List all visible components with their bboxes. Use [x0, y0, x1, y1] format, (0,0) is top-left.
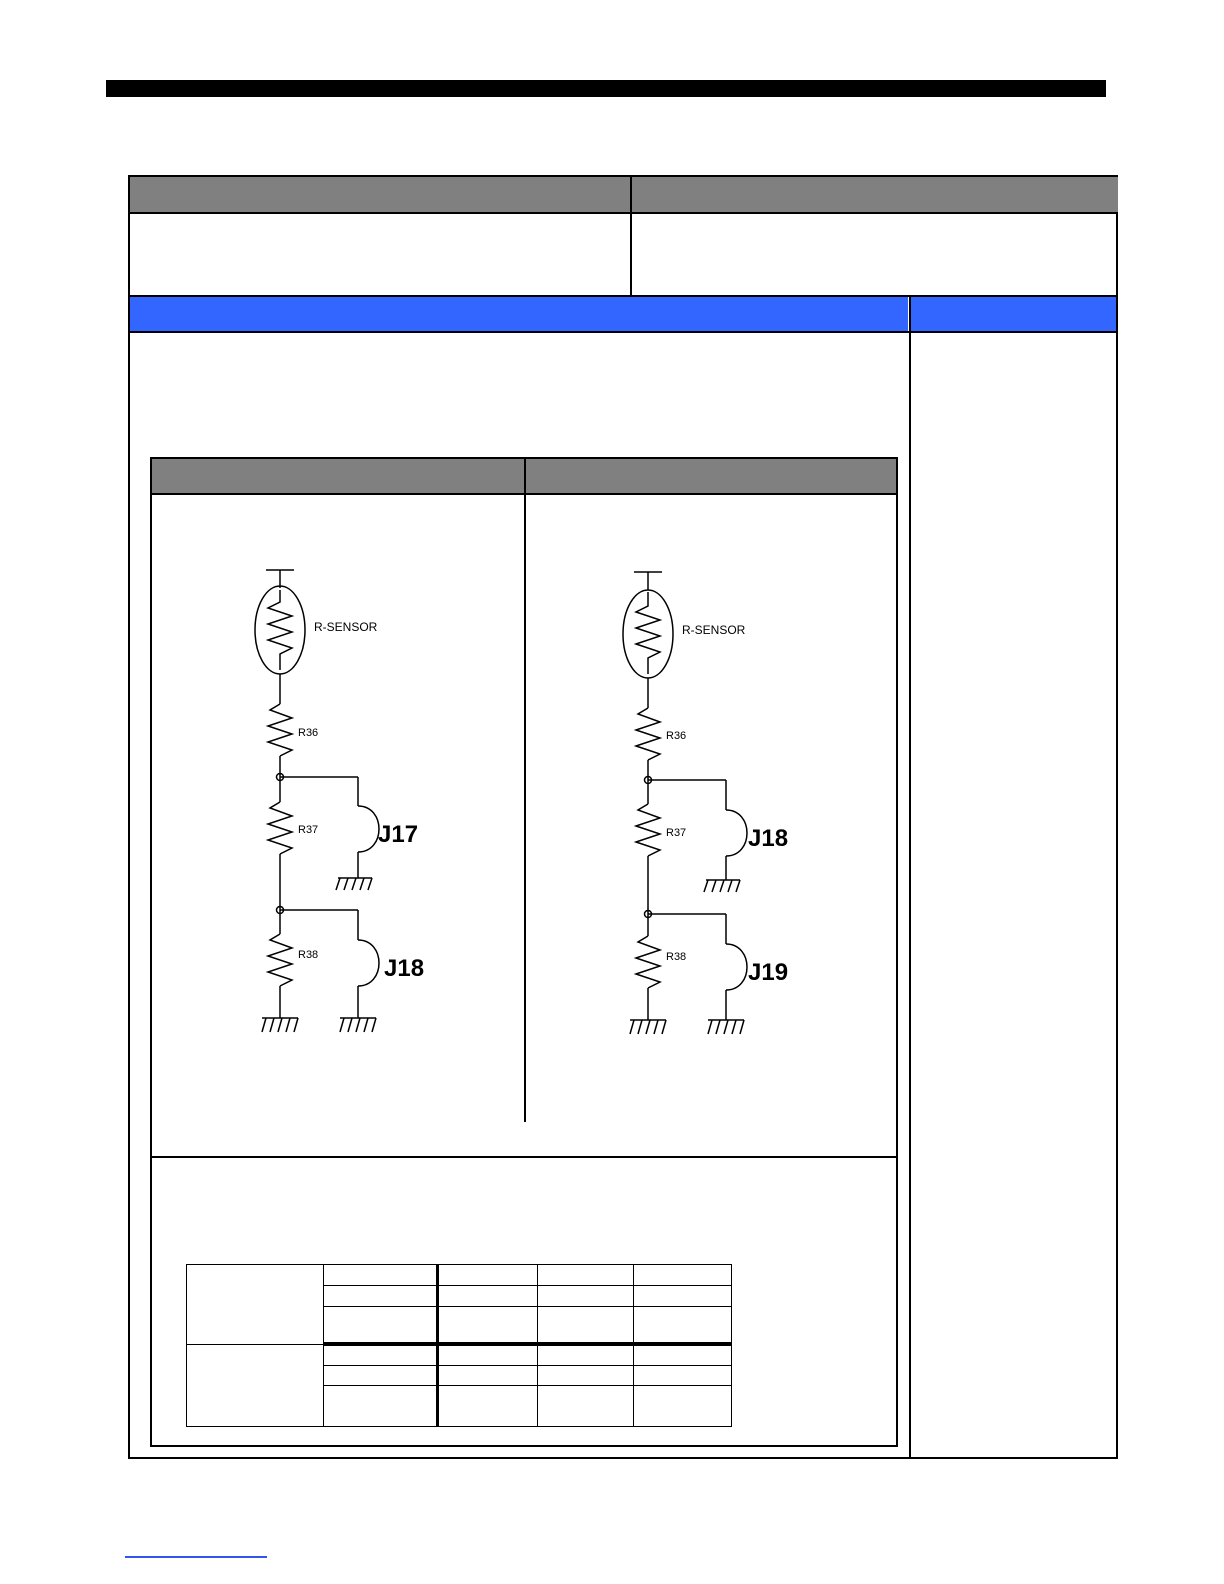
table-cell — [538, 1386, 634, 1427]
table-row — [187, 1344, 732, 1365]
comparison-header-left — [152, 459, 524, 493]
table-cell — [438, 1286, 538, 1306]
table-cell — [324, 1366, 438, 1386]
page-top-rule — [106, 80, 1106, 97]
resistor-label: R36 — [666, 730, 687, 742]
table-cell — [634, 1366, 732, 1386]
settings-table — [186, 1264, 732, 1427]
jumper-label: J17 — [378, 821, 419, 848]
header-cell-left — [130, 177, 630, 212]
section-header-side — [911, 297, 1116, 331]
table-cell — [538, 1344, 634, 1365]
comparison-header-right — [526, 459, 896, 493]
header-cell-right — [632, 177, 1118, 212]
sensor-label: R-SENSOR — [314, 620, 378, 634]
table-cell — [438, 1265, 538, 1286]
table-cell — [538, 1265, 634, 1286]
table-cell — [538, 1366, 634, 1386]
resistor-label: R38 — [666, 951, 687, 963]
table-cell — [538, 1306, 634, 1344]
footer-link-underline[interactable] — [125, 1556, 267, 1558]
table-cell — [538, 1286, 634, 1306]
table-cell — [438, 1386, 538, 1427]
table-cell — [324, 1344, 438, 1365]
table-cell — [634, 1386, 732, 1427]
schematic-right — [608, 562, 828, 1052]
resistor-label: R38 — [298, 949, 319, 961]
jumper-label: J18 — [384, 955, 425, 982]
table-cell — [187, 1265, 324, 1345]
resistor-label: R37 — [666, 827, 687, 839]
table-cell — [438, 1344, 538, 1365]
table-cell — [187, 1344, 324, 1426]
table-cell — [324, 1306, 438, 1344]
table-cell — [324, 1286, 438, 1306]
jumper-label: J19 — [748, 959, 789, 986]
table-cell — [324, 1386, 438, 1427]
table-row — [187, 1265, 732, 1286]
table-cell — [634, 1306, 732, 1344]
table-cell — [634, 1344, 732, 1365]
table-cell — [634, 1265, 732, 1286]
resistor-label: R37 — [298, 824, 319, 836]
resistor-label: R36 — [298, 727, 319, 739]
jumper-label: J18 — [748, 825, 789, 852]
table-cell — [324, 1265, 438, 1286]
table-cell — [634, 1286, 732, 1306]
sensor-label: R-SENSOR — [682, 623, 746, 637]
table-cell — [438, 1366, 538, 1386]
table-cell — [438, 1306, 538, 1344]
schematic-left — [240, 560, 460, 1050]
section-header-main — [130, 297, 908, 331]
